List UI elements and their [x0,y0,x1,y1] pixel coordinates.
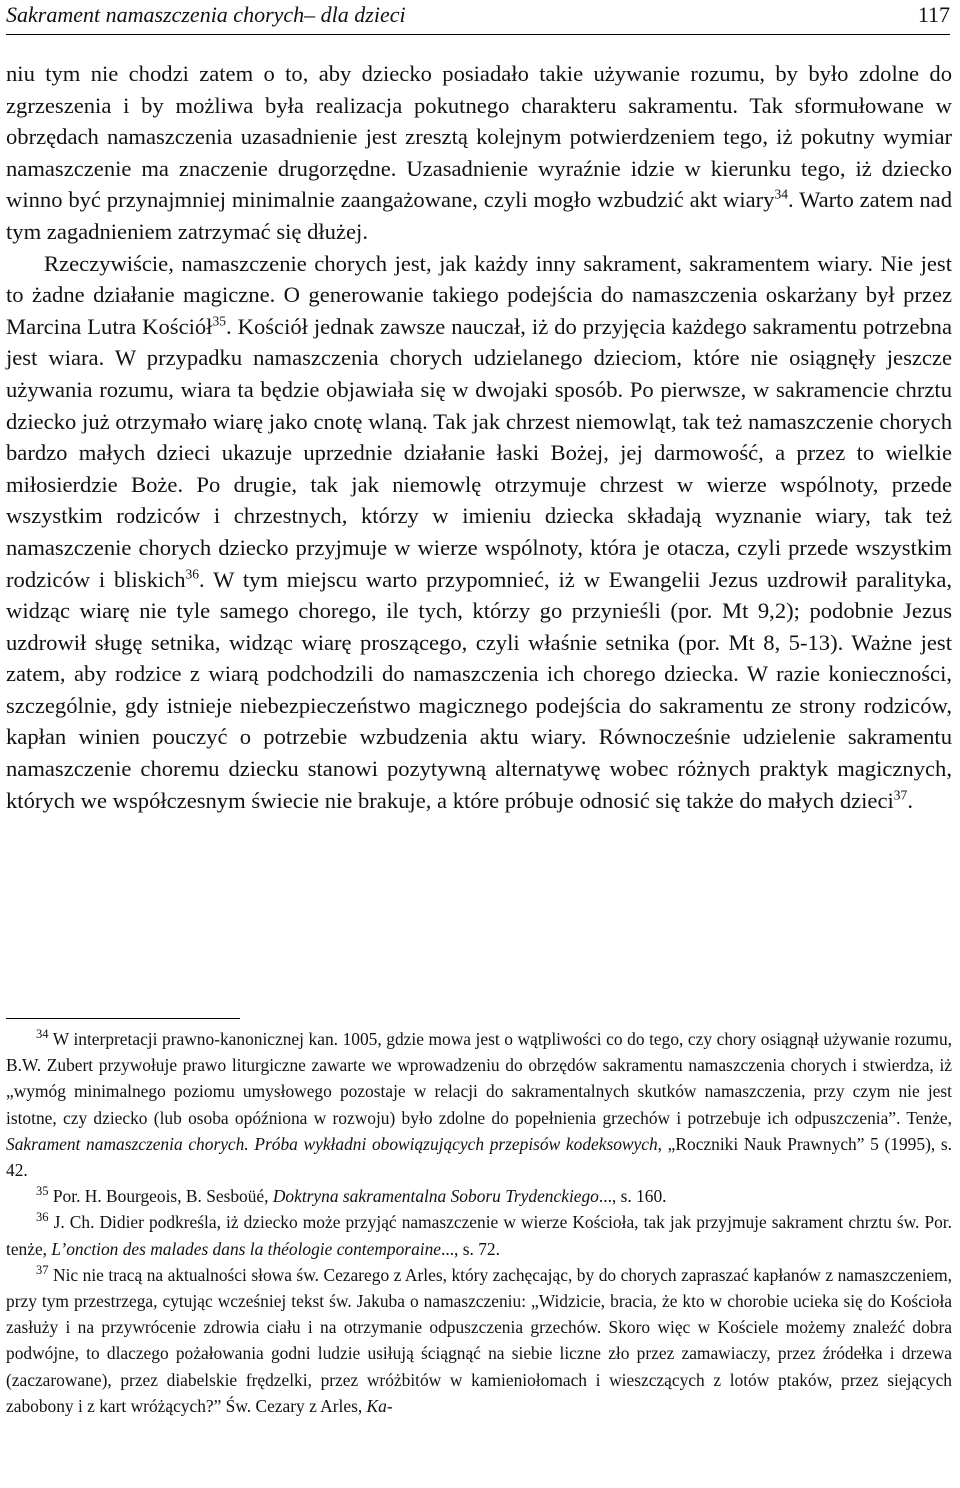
text-run: niu tym nie chodzi zatem o to, aby dziecko posiadało takie używanie rozumu, by było zdolne do zgrzeszenia i by możliwa była realizacja pokutnego charakteru sakramentu. Tak sformułowane w obrzędach namaszczenia uzasadnienie jest zresztą kolejnym potwierdzeniem tego, iż pokutny wymiar namaszczenie ma znaczenie drugorzędne. Uzasadnienie wyraźnie idzie w kierunku tego, iż dziecko winno być przynajmniej minimalnie zaangażowane, czyli mogło wzbudzić akt wiary [6,61,952,213]
running-header [6,0,950,35]
text-run: ..., s. 160. [598,1186,667,1207]
paragraph [6,58,952,248]
page-number: 117 [917,2,950,27]
cited-title: Doktryna sakramentalna Soboru Trydenckiego [272,1186,599,1207]
text-run: Rzeczywiście, namaszczenie chorych jest, jak każdy inny sakrament, sakramentem wiary. Nie jest to żadne działanie magiczne. O generowanie takiego podejścia do namaszczenia oskarżany był przez Marcina Lutra Kościół [6,250,952,339]
footnote-number: 34 [36,1027,49,1042]
main-text [6,58,952,816]
text-run: . Warto zatem nad tym zagadnieniem zatrzymać się dłużej. [6,187,952,244]
text-run: . [907,787,913,813]
footnote-36 [6,1209,952,1261]
footnote-ref[interactable]: 36 [185,565,200,581]
footnote-ref[interactable]: 34 [774,186,789,202]
cited-title: L’onction des malades dans la théologie contemporaine [51,1238,442,1259]
text-run: , „Roczniki Nauk Prawnych” 5 (1995), s. 42. [6,1133,952,1181]
footnote-34 [6,1026,952,1183]
text-run: . Kościół jednak zawsze nauczał, iż do przyjęcia każdego sakramentu potrzebna jest wiara. W przypadku namaszczenia chorych udzielanego dzieciom, które nie osiągnęły jeszcze używania rozumu, wiara ta będzie objawiała się w dwojaki sposób. Po pierwsze, w sakramencie chrztu dziecko już otrzymało wiarę jako cnotę wlaną. Tak jak chrzest niemowląt, tak też namaszczenie chorych bardzo małych dzieci ukazuje uprzednie działanie łaski Bożej, jej darmowość, a przez to wielkie miłosierdzie Boże. Po drugie, tak jak niemowlę otrzymuje chrzest w wierze wspólnoty, przede wszystkim rodziców i chrzestnych, którzy w imieniu dziecka składają wyznanie wiary, tak też namaszczenie chorych dziecko przyjmuje w wierze wspólnoty, która je otacza, czyli przede wszystkim rodziców i bliskich [6,313,952,592]
text-run: J. Ch. Didier podkreśla, iż dziecko może przyjąć namaszczenie w wierze Kościoła, tak jak przyjmuje sakrament chrztu św. Por. tenże, [6,1212,952,1259]
footnotes [6,1026,952,1419]
footnote-number: 36 [36,1210,49,1225]
text-run: Por. H. Bourgeois, B. Sesboüé, [52,1186,273,1207]
text-run: . W tym miejscu warto przypomnieć, iż w Ewangelii Jezus uzdrowił paralityka, widząc wiarę nie tyle samego chorego, ile tych, którzy go przynieśli (por. Mt 9,2); podobnie Jezus uzdrowił sługę setnika, widząc wiarę proszącego, czyli właśnie setnika (por. Mt 8, 5-13). Ważne jest zatem, aby rodzice z wiarą podchodzili do namaszczenia ich chorego dziecka. W razie konieczności, szczególnie, gdy istnieje niebezpieczeństwo magicznego podejścia do sakramentu ze strony rodziców, kapłan winien pouczyć o potrzebie wzbudzenia aktu wiary. Równocześnie udzielenie sakramentu namaszczenie choremu dziecku stanowi pozytywną alternatywę wobec różnych praktyk magicznych, których we współczesnym świecie nie brakuje, a które próbuje odnosić się także do małych dzieci [6,566,952,813]
cited-title: Sakrament namaszczenia chorych. Próba wykładni obowiązujących przepisów kodeksowych [6,1133,658,1154]
running-title: Sakrament namaszczenia chorych– dla dzieci [6,2,406,27]
text-run: Nic nie tracą na aktualności słowa św. Cezarego z Arles, który zachęcając, by do chorych zapraszać kapłanów z namaszczeniem, przy tym przestrzega, cytując wcześniej tekst św. Jakuba o namaszczeniu: „Widzicie, bracia, że kto w chorobie ucieka się do Kościoła zasłuży i na przywrócenie zdrowia ciału i na otrzymanie odpuszczenia grzechów. Skoro więc w Kościele możemy znaleźć dobra podwójne, to dlaczego pożałowania godni ludzie usiłują ściągnąć na siebie liczne zło przez zamawiaczy, przez źródełka i drzewa (zaczarowane), przez diabelskie frędzelki, przez wróżbitów w kamieniołomach i wieszczących z lotów ptaków, przez siejących zabobony i z kart wróżących?” Św. Cezary z Arles, [6,1264,952,1416]
footnote-separator [6,1018,240,1019]
footnote-number: 35 [36,1184,49,1199]
text-run: ..., s. 72. [441,1238,500,1259]
footnote-35 [6,1183,952,1209]
paragraph [6,248,952,817]
footnote-number: 37 [36,1263,49,1278]
footnote-ref[interactable]: 37 [893,787,908,803]
footnote-ref[interactable]: 35 [212,313,226,329]
cited-title: Ka- [366,1395,393,1416]
text-run: W interpretacji prawno-kanonicznej kan. 1005, gdzie mowa jest o wątpliwości co do tego, czy chory osiągnął używanie rozumu, B.W. Zubert przywołuje prawo liturgiczne zawarte we wprowadzeniu do obrzędów sakramentu namaszczenia chorych i stwierdza, iż „wymóg minimalnego poziomu umysłowego pozostaje w relacji do sakramentalnych skutków namaszczenia, przy czym nie jest istotne, czy dziecko (lub osoba opóźniona w rozwoju) było zdolne do popełnienia grzechów i potrzebuje ich odpuszczenia”. Tenże, [6,1029,952,1128]
footnote-37 [6,1262,952,1419]
